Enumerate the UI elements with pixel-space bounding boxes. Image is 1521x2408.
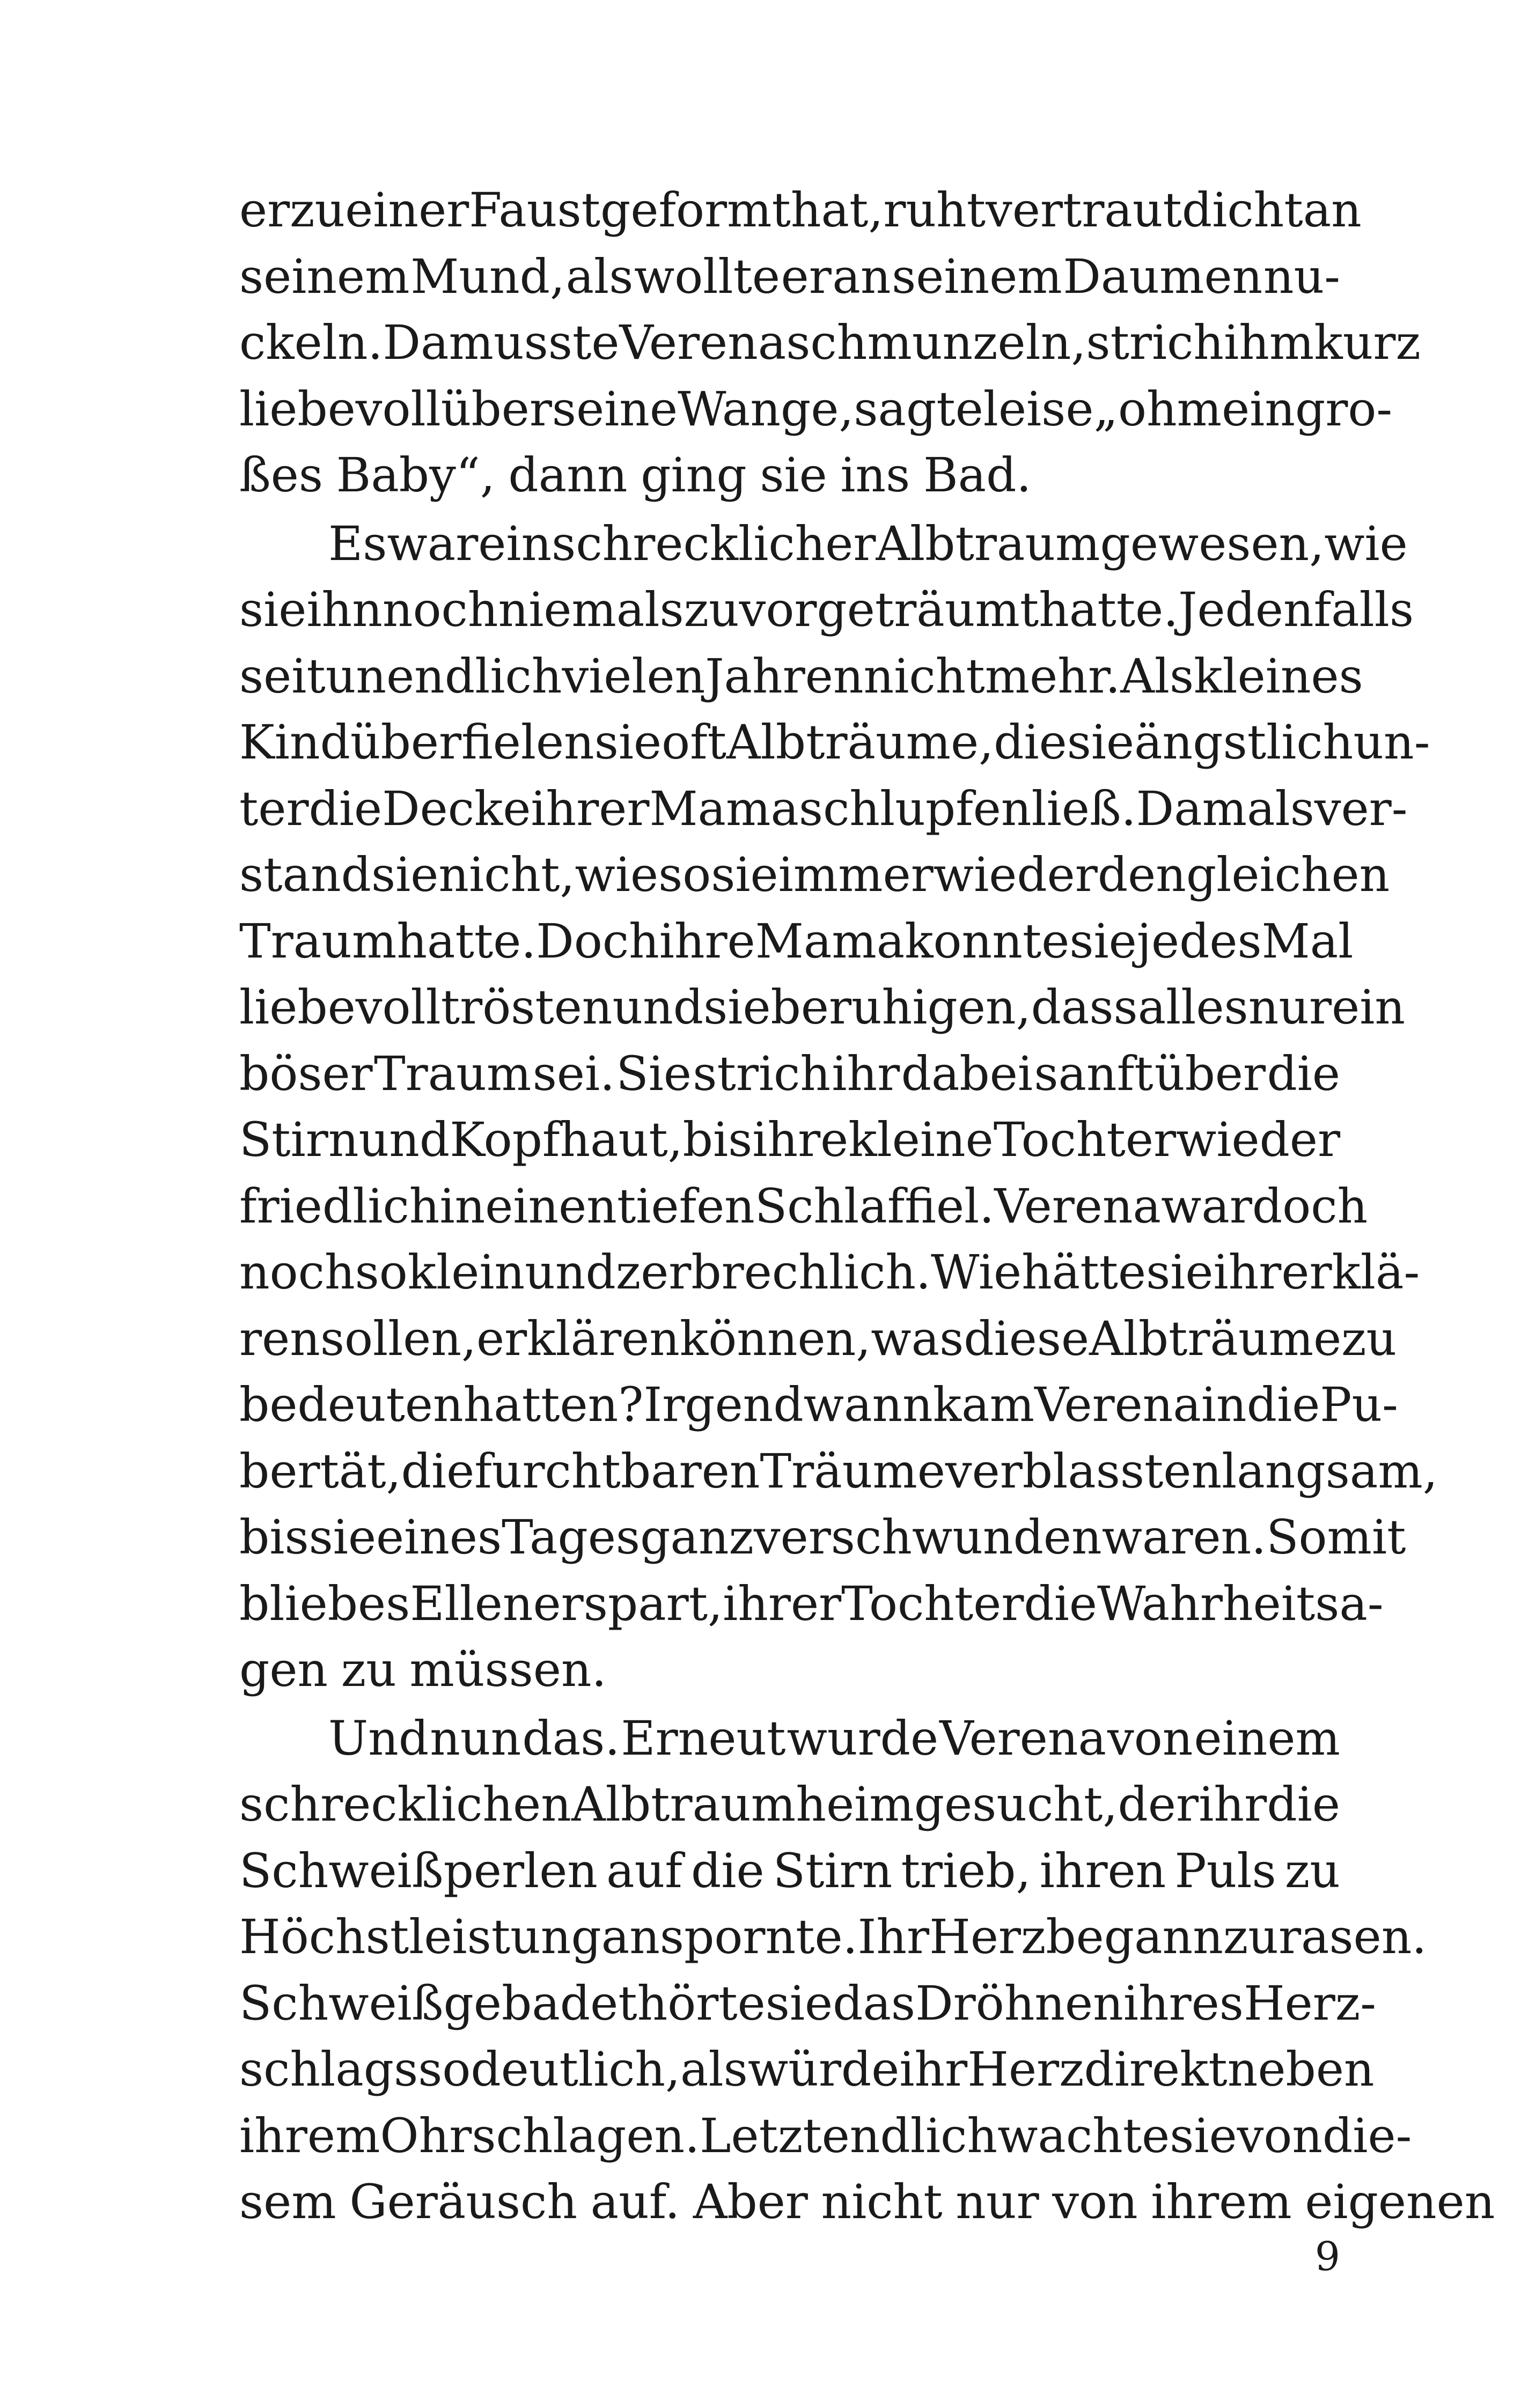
word: zu — [341, 1642, 396, 1697]
word: Daumen — [1063, 248, 1263, 304]
word: seit — [239, 648, 326, 704]
text-line — [239, 1239, 1420, 1306]
word: Albtraum — [571, 1777, 796, 1832]
word: zu — [1341, 1310, 1397, 1366]
word: ßes — [239, 447, 324, 503]
word: ihr — [832, 1045, 900, 1101]
word: ihrer — [723, 1575, 842, 1631]
word: Irgendwann — [643, 1377, 933, 1432]
word: erspart, — [533, 1575, 723, 1631]
word: Letztendlich — [700, 2108, 998, 2163]
word: wachte — [997, 2108, 1170, 2163]
word: ruht — [883, 182, 986, 238]
word: Albtraum — [876, 516, 1100, 571]
word: kleines — [1194, 648, 1363, 704]
word: in — [439, 1178, 486, 1234]
word: Puls — [1174, 1843, 1276, 1898]
word: gen — [239, 1642, 328, 1697]
word: Kopfhaut, — [450, 1112, 683, 1167]
word: Kind — [239, 715, 350, 770]
word: ins — [840, 447, 910, 503]
word: stand — [239, 847, 371, 902]
word: un- — [1353, 715, 1430, 770]
word: die — [1267, 1777, 1340, 1832]
word: auf — [606, 1843, 682, 1898]
word: Herz — [967, 2042, 1084, 2097]
word: als — [565, 248, 634, 304]
word: zu — [1284, 1843, 1340, 1898]
word: dabei — [901, 1045, 1033, 1101]
word: blieb — [239, 1575, 358, 1631]
word: das — [833, 1975, 916, 2031]
word: erklä- — [1281, 1244, 1420, 1300]
word: das. — [522, 1710, 620, 1766]
word: Baby“, — [336, 447, 495, 503]
word: in — [1201, 1377, 1247, 1432]
word: die — [401, 1443, 475, 1499]
word: Faust — [469, 182, 600, 238]
word: seine — [552, 381, 678, 437]
word: Und — [328, 1710, 429, 1766]
word: sie — [760, 447, 827, 503]
word: sie — [711, 847, 778, 902]
word: so — [418, 2042, 471, 2097]
word: Verena — [939, 1710, 1106, 1766]
word: Ellen — [410, 1575, 533, 1631]
word: sie — [765, 1975, 833, 2031]
word: Verena — [994, 1178, 1162, 1234]
word: sie — [1170, 2108, 1237, 2163]
word: sem — [239, 2174, 336, 2229]
paragraph — [239, 177, 1421, 509]
word: langsam, — [1222, 1443, 1438, 1499]
word: sie — [703, 980, 771, 1035]
word: von — [1052, 2174, 1138, 2229]
word: Traum — [239, 913, 397, 969]
word: sie — [308, 1509, 377, 1565]
word: rasen. — [1278, 1909, 1427, 1964]
word: hätte — [1022, 1244, 1147, 1300]
word: schrecklichen — [239, 1777, 571, 1832]
word: klein — [407, 1244, 525, 1300]
word: Da — [383, 315, 449, 370]
word: Jahren — [705, 648, 864, 704]
word: Ohr — [380, 2108, 472, 2163]
text-line — [239, 310, 1421, 376]
word: deutlich, — [471, 2042, 681, 2097]
word: diese — [964, 1310, 1090, 1366]
word: Tochter — [993, 1112, 1177, 1167]
word: war — [1161, 1178, 1252, 1234]
word: jedes — [1136, 913, 1262, 969]
word: Herz — [929, 1909, 1046, 1964]
word: anspornte. — [601, 1909, 858, 1964]
word: nicht, — [438, 847, 575, 902]
word: bis — [239, 1509, 309, 1565]
word: ihre — [752, 1112, 849, 1167]
word: beruhigen, — [770, 980, 1031, 1035]
text-line — [239, 776, 1408, 842]
word: geformt — [600, 182, 791, 238]
word: Wahrheit — [1097, 1575, 1316, 1631]
word: dann — [508, 447, 628, 503]
word: sie — [239, 582, 307, 637]
word: über — [1154, 1045, 1266, 1101]
word: Albträume — [1089, 1310, 1342, 1366]
word: schlagen. — [472, 2108, 700, 2163]
word: Es — [328, 516, 387, 571]
word: war — [387, 516, 479, 571]
text-line — [239, 1771, 1340, 1838]
text-line — [239, 244, 1340, 310]
word: Decke — [382, 780, 531, 836]
word: wurde — [787, 1710, 939, 1766]
word: konnte — [905, 913, 1070, 969]
word: immer — [778, 847, 934, 902]
word: Verena — [619, 315, 787, 370]
word: Schweißperlen — [239, 1843, 598, 1898]
word: Stirn — [239, 1112, 359, 1167]
word: hatte. — [1039, 582, 1179, 637]
word: müssen. — [409, 1642, 607, 1697]
word: kleine — [848, 1112, 994, 1167]
word: Wie — [931, 1244, 1022, 1300]
word: „oh — [1093, 381, 1177, 437]
text-line — [239, 1705, 1340, 1772]
text-line — [239, 1637, 1340, 1703]
word: nun — [430, 1710, 521, 1766]
word: strich — [693, 1045, 831, 1101]
word: hat, — [790, 182, 884, 238]
word: Schweißgebadet — [239, 1975, 637, 2031]
word: seinem — [892, 248, 1062, 304]
text-line — [239, 709, 1430, 776]
word: ihrer — [531, 780, 650, 836]
word: ihm — [1224, 315, 1314, 370]
word: böser — [239, 1045, 373, 1101]
word: sie — [371, 847, 439, 902]
word: Tochter — [841, 1575, 1024, 1631]
word: was — [871, 1310, 964, 1366]
text-line — [239, 842, 1390, 908]
word: Doch — [536, 913, 659, 969]
text-line — [239, 442, 1340, 509]
word: dass — [1031, 980, 1138, 1035]
text-line — [239, 1306, 1397, 1372]
word: trösten — [440, 980, 613, 1035]
text-line — [239, 1173, 1368, 1240]
word: auf. — [590, 2174, 680, 2229]
word: Pu- — [1320, 1377, 1398, 1432]
text-line — [239, 2169, 1495, 2235]
word: kam — [932, 1377, 1035, 1432]
text-line — [239, 1107, 1340, 1173]
word: Höchstleistung — [239, 1909, 601, 1964]
word: gewesen, — [1100, 516, 1325, 571]
word: Tages — [502, 1509, 641, 1565]
word: einer — [345, 182, 469, 238]
word: leise — [983, 381, 1094, 437]
word: Herz- — [1243, 1975, 1376, 2031]
word: hatten? — [463, 1377, 644, 1432]
word: begann — [1046, 1909, 1223, 1964]
word: geträumt — [817, 582, 1039, 637]
word: den — [1097, 847, 1186, 902]
paragraph — [239, 1705, 1495, 2235]
word: er — [781, 248, 832, 304]
word: und — [358, 1112, 450, 1167]
word: einem — [1194, 1710, 1340, 1766]
word: nicht — [821, 2174, 943, 2229]
word: Ihr — [857, 1909, 930, 1964]
word: an — [1303, 182, 1362, 238]
word: vielen — [562, 648, 706, 704]
word: Als — [1120, 648, 1194, 704]
word: mehr. — [984, 648, 1121, 704]
word: ein — [478, 516, 552, 571]
word: hatte. — [396, 913, 537, 969]
word: wollte — [634, 248, 781, 304]
word: nu- — [1263, 248, 1340, 304]
word: wieder — [1176, 1112, 1341, 1167]
word: ein — [1332, 980, 1406, 1035]
word: sie — [594, 715, 662, 770]
word: sei. — [532, 1045, 615, 1101]
word: die — [1246, 1377, 1320, 1432]
word: dicht — [1181, 182, 1303, 238]
word: ren — [239, 1310, 320, 1366]
word: die- — [1322, 2108, 1412, 2163]
word: ganz — [640, 1509, 754, 1565]
word: Bad. — [923, 447, 1032, 503]
word: eines — [376, 1509, 502, 1565]
word: ging — [641, 447, 747, 503]
word: doch — [1252, 1178, 1368, 1234]
text-line — [239, 1571, 1384, 1637]
text-line — [239, 1041, 1340, 1107]
word: die — [1024, 1575, 1097, 1631]
word: friedlich — [239, 1178, 440, 1234]
text-line — [239, 643, 1363, 710]
text-line — [239, 1372, 1398, 1438]
word: gleichen — [1186, 847, 1390, 902]
word: ihres — [1123, 1975, 1244, 2031]
text-line — [239, 1838, 1340, 1904]
page-number: 9 — [1314, 2234, 1340, 2280]
word: wieder — [933, 847, 1098, 902]
word: tiefen — [616, 1178, 755, 1234]
word: heimgesucht, — [796, 1777, 1118, 1832]
word: liebevoll — [239, 381, 441, 437]
word: bertät, — [239, 1443, 401, 1499]
word: sie — [1146, 1244, 1214, 1300]
word: waren. — [1101, 1509, 1267, 1565]
word: Mal — [1261, 913, 1354, 969]
word: oft — [662, 715, 727, 770]
word: ckeln. — [239, 315, 383, 370]
text-line — [239, 511, 1408, 577]
word: direkt — [1084, 2042, 1228, 2097]
word: sie — [1069, 913, 1137, 969]
word: ihren — [1039, 1843, 1166, 1898]
word: schlags — [239, 2042, 418, 2097]
word: und — [525, 1244, 616, 1300]
paragraph — [239, 511, 1438, 1703]
word: Verena — [1034, 1377, 1201, 1432]
word: ihrem — [239, 2108, 380, 2163]
body-text — [239, 177, 1495, 2235]
word: trieb, — [901, 1843, 1031, 1898]
word: sagte — [854, 381, 983, 437]
word: würde — [747, 2042, 900, 2097]
word: Wange, — [678, 381, 854, 437]
word: wieso — [575, 847, 711, 902]
word: an — [832, 248, 891, 304]
word: über — [440, 381, 552, 437]
word: sollen, — [320, 1310, 476, 1366]
word: ihr — [1213, 1244, 1282, 1300]
word: Erneut — [621, 1710, 786, 1766]
text-line — [239, 177, 1362, 244]
word: er — [239, 182, 290, 238]
word: liebevoll — [239, 980, 441, 1035]
text-line — [239, 1904, 1427, 1970]
word: einen — [485, 1178, 617, 1234]
word: Dröhnen — [915, 1975, 1123, 2031]
word: furchtbaren — [474, 1443, 760, 1499]
word: strich — [1086, 315, 1224, 370]
word: sa- — [1315, 1575, 1384, 1631]
word: nur — [1248, 980, 1332, 1035]
word: noch — [382, 582, 498, 637]
word: es — [358, 1575, 410, 1631]
word: Schlaf — [754, 1178, 905, 1234]
word: niemals — [498, 582, 684, 637]
word: verschwunden — [753, 1509, 1102, 1565]
word: schmunzeln, — [786, 315, 1086, 370]
word: der — [1118, 1777, 1199, 1832]
word: die — [691, 1843, 765, 1898]
word: die — [994, 715, 1067, 770]
word: ihrem — [1151, 2174, 1292, 2229]
word: bis — [682, 1112, 753, 1167]
word: verblassten — [945, 1443, 1222, 1499]
word: ver- — [1314, 780, 1408, 836]
word: ihre — [659, 913, 755, 969]
word: sanft — [1034, 1045, 1153, 1101]
word: zerbrechlich. — [615, 1244, 931, 1300]
word: ließ. — [1031, 780, 1136, 836]
word: von — [1107, 1710, 1193, 1766]
word: unendlich — [325, 648, 562, 704]
word: schlupfen — [798, 780, 1032, 836]
text-line — [239, 577, 1414, 643]
word: Traum — [373, 1045, 532, 1101]
text-line — [239, 974, 1406, 1041]
text-line — [239, 2036, 1375, 2103]
word: neben — [1227, 2042, 1375, 2097]
word: alles — [1137, 980, 1248, 1035]
word: Sie — [616, 1045, 692, 1101]
word: überfielen — [350, 715, 594, 770]
word: Damals — [1136, 780, 1314, 836]
word: ihr — [1199, 1777, 1267, 1832]
word: kurz — [1314, 315, 1421, 370]
word: von — [1237, 2108, 1323, 2163]
word: erklären — [476, 1310, 680, 1366]
word: fiel. — [905, 1178, 995, 1234]
word: Aber — [693, 2174, 808, 2229]
text-line — [239, 2103, 1412, 2169]
word: noch — [239, 1244, 355, 1300]
word: Mama — [649, 780, 799, 836]
word: zu — [1223, 1909, 1278, 1964]
word: nur — [956, 2174, 1039, 2229]
word: eigenen — [1305, 2174, 1495, 2229]
word: wie — [1324, 516, 1408, 571]
word: nicht — [863, 648, 985, 704]
word: vertraut — [986, 182, 1182, 238]
word: musste — [449, 315, 620, 370]
text-line — [239, 1504, 1406, 1571]
word: seinem — [239, 248, 410, 304]
word: die — [1267, 1045, 1340, 1101]
word: gro- — [1295, 381, 1393, 437]
word: Stirn — [773, 1843, 893, 1898]
word: Mama — [755, 913, 905, 969]
word: schrecklicher — [552, 516, 876, 571]
word: Mund, — [410, 248, 565, 304]
word: Jedenfalls — [1178, 582, 1414, 637]
word: die — [308, 780, 383, 836]
word: so — [355, 1244, 408, 1300]
word: ter — [239, 780, 309, 836]
word: Träume — [760, 1443, 945, 1499]
word: bedeuten — [239, 1377, 464, 1432]
word: und — [612, 980, 704, 1035]
text-line — [239, 908, 1354, 975]
word: hörte — [637, 1975, 766, 2031]
text-line — [239, 376, 1393, 443]
word: als — [680, 2042, 748, 2097]
word: ihr — [899, 2042, 968, 2097]
word: Albträume, — [726, 715, 994, 770]
word: ihn — [306, 582, 383, 637]
text-line — [239, 1970, 1376, 2037]
word: ängstlich — [1134, 715, 1354, 770]
word: zu — [290, 182, 346, 238]
word: sie — [1067, 715, 1135, 770]
word: mein — [1177, 381, 1295, 437]
word: zuvor — [684, 582, 817, 637]
word: Geräusch — [349, 2174, 578, 2229]
word: Somit — [1266, 1509, 1406, 1565]
word: können, — [679, 1310, 871, 1366]
text-line — [239, 1438, 1438, 1505]
